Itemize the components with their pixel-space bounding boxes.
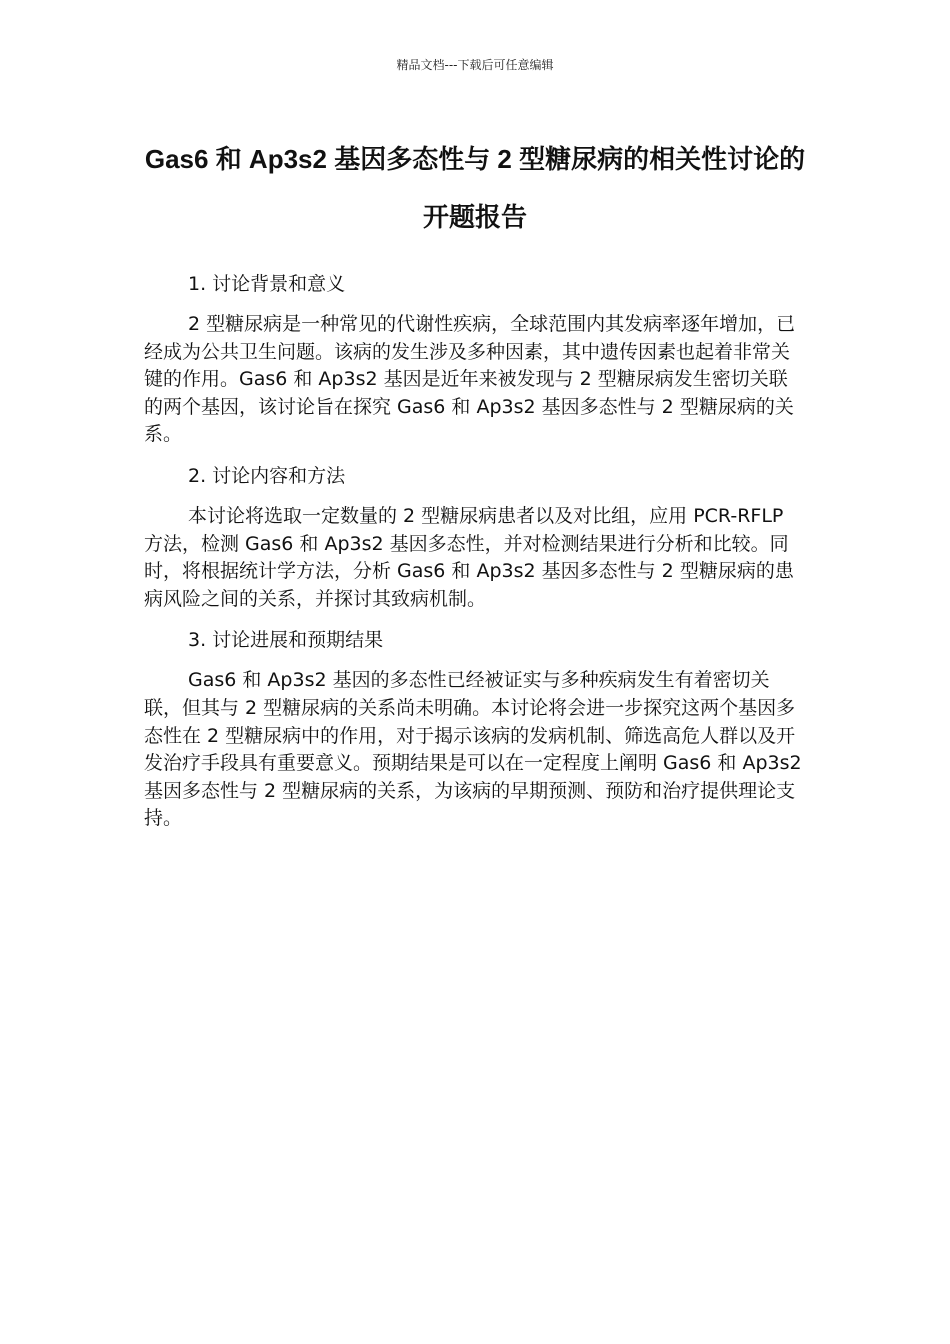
section-paragraph: Gas6 和 Ap3s2 基因的多态性已经被证实与多种疾病发生有着密切关联，但其与 2 型糖尿病的关系尚未明确。本讨论将会进一步探究这两个基因多态性在 2 型糖尿病中的作用，对于揭示该病的发病机制、筛选高危人群以及开发治疗手段具有重要意义。预期结果是可以在一定程度上阐明 Gas6 和 Ap3s2 基因多态性与 2 型糖尿病的关系，为该病的早期预测、预防和治疗提供理论支持。 [144,669,802,830]
section-heading: 3. 讨论进展和预期结果 [188,629,384,652]
section-content-methods [144,462,806,613]
section-paragraph: 2 型糖尿病是一种常见的代谢性疾病，全球范围内其发病率逐年增加，已经成为公共卫生问题。该病的发生涉及多种因素，其中遗传因素也起着非常关键的作用。Gas6 和 Ap3s2 基因是近年来被发现与 2 型糖尿病发生密切关联的两个基因，该讨论旨在探究 Gas6 和 Ap3s2 基因多态性与 2 型糖尿病的关系。 [144,313,796,446]
section-background [144,270,806,449]
document-body [144,270,806,846]
section-progress-results [144,626,806,833]
section-paragraph: 本讨论将选取一定数量的 2 型糖尿病患者以及对比组，应用 PCR-RFLP 方法，检测 Gas6 和 Ap3s2 基因多态性，并对检测结果进行分析和比较。同时，将根据统计学方法，分析 Gas6 和 Ap3s2 基因多态性与 2 型糖尿病的患病风险之间的关系，并探讨其致病机制。 [144,504,794,610]
section-heading: 2. 讨论内容和方法 [188,464,346,487]
document-title: Gas6 和 Ap3s2 基因多态性与 2 型糖尿病的相关性讨论的开题报告 [144,144,806,232]
page-header: 精品文档---下载后可任意编辑 [396,58,554,72]
section-heading: 1. 讨论背景和意义 [188,273,346,295]
